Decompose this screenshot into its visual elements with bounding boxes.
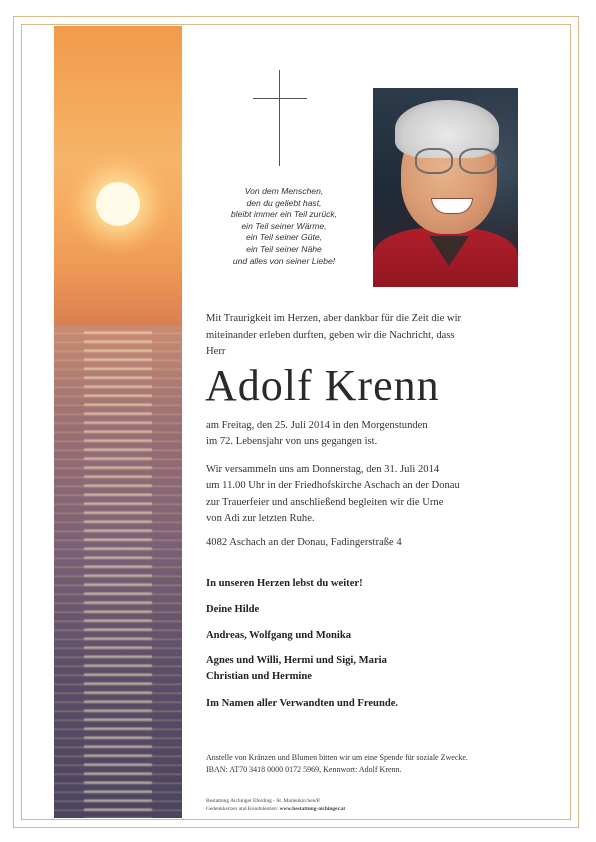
funeral-home-name: Bestattung Aichinger Eferding - St. Marienkirchen/P. bbox=[206, 798, 321, 804]
mourner-children: Andreas, Wolfgang und Monika bbox=[206, 630, 352, 641]
donation-note bbox=[206, 752, 566, 775]
memorial-motto: In unseren Herzen lebst du weiter! bbox=[206, 578, 363, 589]
condolence-label: Gedenkkerzen und Kondolenzen: bbox=[206, 805, 280, 812]
grandchildren-line: Agnes und Willi, Hermi und Sigi, Maria bbox=[206, 655, 387, 666]
funeral-line: zur Trauerfeier und anschließend begleiten wir die Urne bbox=[206, 496, 444, 508]
donation-iban: IBAN: AT70 3418 0000 0172 5969, Kennwort: Adolf Krenn. bbox=[206, 764, 402, 774]
cross-icon bbox=[253, 70, 307, 166]
mourner-wife: Deine Hilde bbox=[206, 604, 260, 615]
funeral-line: Wir versammeln uns am Donnerstag, den 31. Juli 2014 bbox=[206, 464, 440, 475]
sun-reflection bbox=[84, 326, 152, 818]
funeral-details bbox=[206, 462, 536, 528]
funeral-line: von Adi zur letzten Ruhe. bbox=[206, 513, 315, 525]
funeral-home-footer bbox=[206, 798, 456, 813]
announcement-intro bbox=[206, 311, 526, 361]
poem-line: ein Teil seiner Güte, bbox=[245, 232, 323, 243]
deceased-name: Adolf Krenn bbox=[205, 361, 440, 410]
sunset-image bbox=[54, 26, 182, 818]
memorial-poem bbox=[212, 186, 356, 267]
poem-line: ein Teil seiner Nähe bbox=[246, 243, 322, 254]
poem-line: den du geliebt hast, bbox=[246, 197, 322, 208]
death-notice bbox=[206, 418, 536, 451]
poem-line: Von dem Menschen, bbox=[244, 186, 324, 196]
intro-line: miteinander erleben durften, geben wir die Nachricht, dass bbox=[206, 329, 455, 341]
portrait-photo bbox=[373, 88, 518, 287]
glasses-icon bbox=[459, 148, 497, 174]
poem-line: ein Teil seiner Wärme, bbox=[241, 220, 327, 231]
mourner-grandchildren bbox=[206, 653, 536, 685]
death-line: im 72. Lebensjahr von uns gegangen ist. bbox=[206, 436, 378, 448]
poem-line: bleibt immer ein Teil zurück, bbox=[230, 209, 338, 220]
death-line: am Freitag, den 25. Juli 2014 in den Morgenstunden bbox=[206, 420, 428, 431]
grandchildren-line: Christian und Hermine bbox=[206, 671, 312, 682]
funeral-line: um 11.00 Uhr in der Friedhofskirche Aschach an der Donau bbox=[206, 480, 460, 492]
donation-line: Anstelle von Kränzen und Blumen bitten wir um eine Spende für soziale Zwecke. bbox=[206, 753, 468, 762]
mourner-relatives: Im Namen aller Verwandten und Freunde. bbox=[206, 698, 399, 709]
intro-line: Mit Traurigkeit im Herzen, aber dankbar für die Zeit die wir bbox=[206, 313, 462, 324]
sun-icon bbox=[96, 182, 140, 226]
condolence-link[interactable]: www.bestattung-aichinger.at bbox=[279, 805, 346, 812]
intro-line: Herr bbox=[206, 346, 226, 358]
poem-line: und alles von seiner Liebe! bbox=[232, 255, 336, 266]
home-address: 4082 Aschach an der Donau, Fadingerstraße 4 bbox=[206, 537, 402, 548]
glasses-icon bbox=[415, 148, 453, 174]
condolence-line bbox=[206, 806, 456, 814]
